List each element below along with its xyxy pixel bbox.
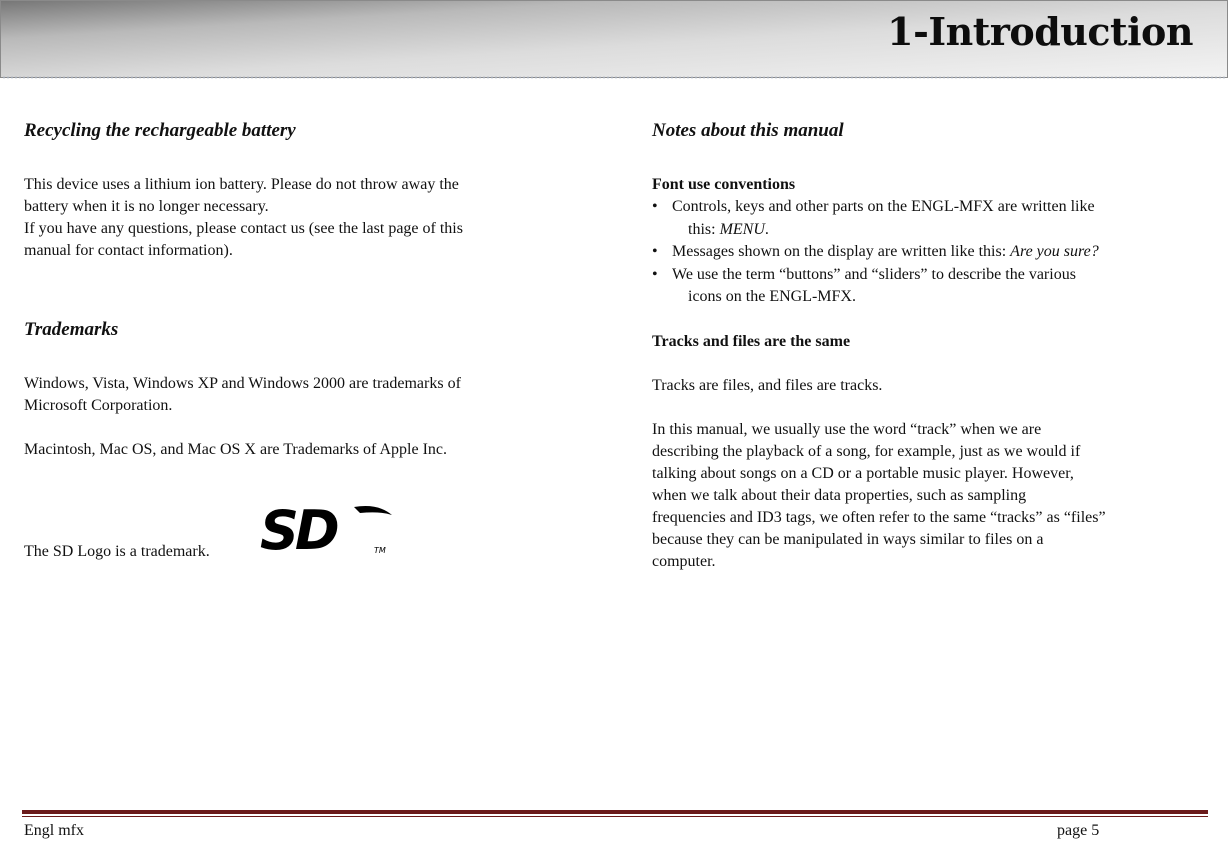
list-item: • Messages shown on the display are written like this: Are you sure? xyxy=(652,241,1212,264)
notes-heading: Notes about this manual xyxy=(652,120,844,141)
footer-doc-name: Engl mfx xyxy=(24,822,84,839)
trademark-windows-line-1: Windows, Vista, Windows XP and Windows 2000 are trademarks of xyxy=(24,375,461,392)
sd-trademark-row xyxy=(24,501,584,581)
list-item: • Controls, keys and other parts on the ENGL-MFX are written like this: MENU. xyxy=(652,196,1212,241)
footer-rule-thin xyxy=(22,816,1208,817)
trademarks-heading: Trademarks xyxy=(24,319,119,340)
trademark-windows-line-2: Microsoft Corporation. xyxy=(24,397,173,414)
font-conventions-heading: Font use conventions xyxy=(652,176,796,193)
list-item: • We use the term “buttons” and “sliders” to describe the various icons on the ENGL-MFX. xyxy=(652,264,1212,309)
svg-text:SD: SD xyxy=(260,501,336,557)
header-dotted-rule xyxy=(2,76,1226,79)
sd-logo-icon xyxy=(256,501,400,557)
recycling-line-4: manual for contact information). xyxy=(24,242,233,259)
trademark-sd: The SD Logo is a trademark. xyxy=(24,543,210,560)
footer-page-number: page 5 xyxy=(1057,822,1100,839)
footer-rule xyxy=(22,810,1208,814)
right-column xyxy=(652,118,1212,573)
trademark-apple: Macintosh, Mac OS, and Mac OS X are Trademarks of Apple Inc. xyxy=(24,441,448,458)
chapter-title: 1-Introduction xyxy=(887,9,1193,54)
tracks-paragraph-2: In this manual, we usually use the word “track” when we are describing the playback of a song, for example, just as we would if talking about songs on a CD or a portable music player. However, when we talk about their data properties, such as sampling frequencies and ID3 tags, we often refer to the same “tracks” as “files” because they can be manipulated in ways similar to files on a computer. xyxy=(652,420,1106,570)
tracks-heading: Tracks and files are the same xyxy=(652,332,851,350)
recycling-line-1: This device uses a lithium ion battery. Please do not throw away the xyxy=(24,176,459,193)
conventions-list xyxy=(652,196,1212,309)
recycling-line-3: If you have any questions, please contact us (see the last page of this xyxy=(24,220,463,237)
header-bar xyxy=(0,0,1228,78)
svg-text:TM: TM xyxy=(374,546,386,555)
recycling-line-2: battery when it is no longer necessary. xyxy=(24,198,269,215)
recycling-heading: Recycling the rechargeable battery xyxy=(24,120,296,141)
tracks-paragraph-1: Tracks are files, and files are tracks. xyxy=(652,376,883,394)
left-column xyxy=(24,118,584,581)
